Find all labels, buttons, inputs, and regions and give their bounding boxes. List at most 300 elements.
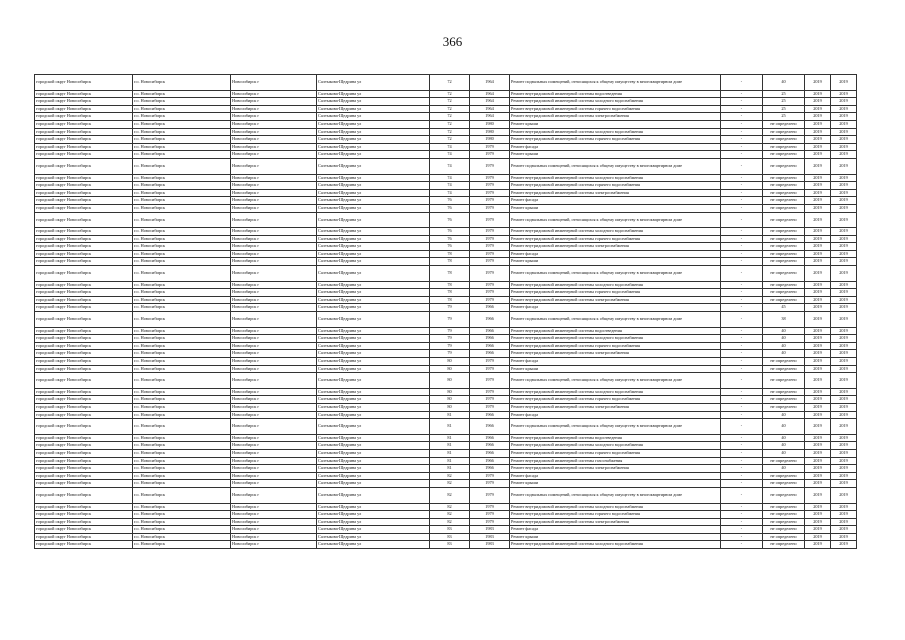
settlement-cell: г.о. Новосибирск [133,411,231,419]
work-type-cell: Ремонт внутридомовой инженерной системы водоотведения [510,90,721,98]
settlement-cell: г.о. Новосибирск [133,189,231,197]
cost-cell: не определено [763,143,805,151]
work-type-cell: Ремонт внутридомовой инженерной системы горячего водоснабжения [510,396,721,404]
cost-cell: не определено [763,128,805,136]
year-start-cell: 2019 [805,518,831,526]
cost-cell: не определено [763,373,805,389]
year-start-cell: 2019 [805,503,831,511]
street-cell: Салтыкова-Щедрина ул [317,243,430,251]
volume-cell: - [721,75,763,91]
city-cell: Новосибирск г [231,518,317,526]
volume-cell: - [721,365,763,373]
volume-cell: - [721,511,763,519]
district-cell: городской округ Новосибирск [35,327,133,335]
city-cell: Новосибирск г [231,312,317,328]
street-cell: Салтыкова-Щедрина ул [317,158,430,174]
street-cell: Салтыкова-Щедрина ул [317,449,430,457]
settlement-cell: г.о. Новосибирск [133,518,231,526]
settlement-cell: г.о. Новосибирск [133,113,231,121]
build-year-cell: 1979 [470,189,510,197]
house-number-cell: 79 [430,312,470,328]
city-cell: Новосибирск г [231,189,317,197]
settlement-cell: г.о. Новосибирск [133,304,231,312]
year-start-cell: 2019 [805,526,831,534]
table-row [35,250,857,258]
settlement-cell: г.о. Новосибирск [133,457,231,465]
work-type-cell: Ремонт внутридомовой инженерной системы горячего водоснабжения [510,105,721,113]
work-type-cell: Ремонт внутридомовой инженерной системы холодного водоснабжения [510,442,721,450]
build-year-cell: 1966 [470,442,510,450]
volume-cell: - [721,335,763,343]
cost-cell: 25 [763,90,805,98]
street-cell: Салтыкова-Щедрина ул [317,235,430,243]
build-year-cell: 1980 [470,120,510,128]
cost-cell: не определено [763,396,805,404]
city-cell: Новосибирск г [231,373,317,389]
district-cell: городской округ Новосибирск [35,258,133,266]
district-cell: городской округ Новосибирск [35,143,133,151]
build-year-cell: 1966 [470,312,510,328]
work-type-cell: Ремонт внутридомовой инженерной системы горячего водоснабжения [510,235,721,243]
district-cell: городской округ Новосибирск [35,235,133,243]
volume-cell: - [721,266,763,282]
year-end-cell: 2019 [831,442,857,450]
work-type-cell: Ремонт крыши [510,204,721,212]
city-cell: Новосибирск г [231,204,317,212]
year-end-cell: 2019 [831,228,857,236]
street-cell: Салтыкова-Щедрина ул [317,487,430,503]
district-cell: городской округ Новосибирск [35,204,133,212]
cost-cell: не определено [763,235,805,243]
work-type-cell: Ремонт подвальных помещений, относящихся к общему имуществу в многоквартирном доме [510,373,721,389]
city-cell: Новосибирск г [231,250,317,258]
year-start-cell: 2019 [805,120,831,128]
house-number-cell: 76 [430,212,470,228]
settlement-cell: г.о. Новосибирск [133,434,231,442]
street-cell: Салтыкова-Щедрина ул [317,434,430,442]
build-year-cell: 1979 [470,174,510,182]
build-year-cell: 1983 [470,541,510,549]
year-end-cell: 2019 [831,419,857,435]
house-number-cell: 78 [430,258,470,266]
settlement-cell: г.о. Новосибирск [133,281,231,289]
year-end-cell: 2019 [831,243,857,251]
house-number-cell: 76 [430,235,470,243]
street-cell: Салтыкова-Щедрина ул [317,419,430,435]
street-cell: Салтыкова-Щедрина ул [317,526,430,534]
work-type-cell: Ремонт подвальных помещений, относящихся к общему имуществу в многоквартирном доме [510,158,721,174]
work-type-cell: Ремонт внутридомовой инженерной системы холодного водоснабжения [510,228,721,236]
year-end-cell: 2019 [831,541,857,549]
build-year-cell: 1966 [470,419,510,435]
work-type-cell: Ремонт внутридомовой инженерной системы электроснабжения [510,296,721,304]
build-year-cell: 1980 [470,128,510,136]
volume-cell: - [721,541,763,549]
district-cell: городской округ Новосибирск [35,358,133,366]
work-type-cell: Ремонт фасада [510,197,721,205]
house-number-cell: 72 [430,113,470,121]
cost-cell: не определено [763,151,805,159]
city-cell: Новосибирск г [231,442,317,450]
year-end-cell: 2019 [831,98,857,106]
street-cell: Салтыкова-Щедрина ул [317,143,430,151]
year-end-cell: 2019 [831,526,857,534]
city-cell: Новосибирск г [231,212,317,228]
year-start-cell: 2019 [805,480,831,488]
district-cell: городской округ Новосибирск [35,105,133,113]
page-number: 366 [442,34,463,49]
house-number-cell: 81 [430,457,470,465]
district-cell: городской округ Новосибирск [35,289,133,297]
build-year-cell: 1966 [470,327,510,335]
house-number-cell: 78 [430,296,470,304]
house-number-cell: 76 [430,204,470,212]
work-type-cell: Ремонт фасада [510,250,721,258]
house-number-cell: 82 [430,487,470,503]
city-cell: Новосибирск г [231,136,317,144]
table-row [35,174,857,182]
year-end-cell: 2019 [831,487,857,503]
house-number-cell: 80 [430,403,470,411]
build-year-cell: 1979 [470,266,510,282]
volume-cell: - [721,143,763,151]
work-type-cell: Ремонт подвальных помещений, относящихся к общему имуществу в многоквартирном доме [510,75,721,91]
city-cell: Новосибирск г [231,296,317,304]
house-number-cell: 81 [430,411,470,419]
cost-cell: не определено [763,457,805,465]
cost-cell: не определено [763,526,805,534]
year-end-cell: 2019 [831,342,857,350]
volume-cell: - [721,465,763,473]
volume-cell: - [721,204,763,212]
table-row [35,304,857,312]
table-row [35,136,857,144]
build-year-cell: 1979 [470,403,510,411]
street-cell: Салтыкова-Щедрина ул [317,396,430,404]
year-start-cell: 2019 [805,442,831,450]
city-cell: Новосибирск г [231,365,317,373]
settlement-cell: г.о. Новосибирск [133,350,231,358]
district-cell: городской округ Новосибирск [35,266,133,282]
district-cell: городской округ Новосибирск [35,472,133,480]
table-row [35,442,857,450]
year-start-cell: 2019 [805,472,831,480]
year-end-cell: 2019 [831,304,857,312]
build-year-cell: 1979 [470,182,510,190]
city-cell: Новосибирск г [231,258,317,266]
work-type-cell: Ремонт фасада [510,411,721,419]
build-year-cell: 1966 [470,465,510,473]
street-cell: Салтыкова-Щедрина ул [317,266,430,282]
year-end-cell: 2019 [831,335,857,343]
work-type-cell: Ремонт внутридомовой инженерной системы холодного водоснабжения [510,174,721,182]
build-year-cell: 1979 [470,396,510,404]
settlement-cell: г.о. Новосибирск [133,342,231,350]
district-cell: городской округ Новосибирск [35,503,133,511]
year-start-cell: 2019 [805,90,831,98]
year-end-cell: 2019 [831,197,857,205]
table-row [35,533,857,541]
settlement-cell: г.о. Новосибирск [133,289,231,297]
table-row [35,197,857,205]
year-start-cell: 2019 [805,511,831,519]
work-type-cell: Ремонт внутридомовой инженерной системы горячего водоснабжения [510,449,721,457]
city-cell: Новосибирск г [231,411,317,419]
house-number-cell: 78 [430,281,470,289]
work-type-cell: Ремонт внутридомовой инженерной системы электроснабжения [510,243,721,251]
table-row [35,335,857,343]
year-end-cell: 2019 [831,204,857,212]
year-end-cell: 2019 [831,465,857,473]
build-year-cell: 1979 [470,511,510,519]
year-start-cell: 2019 [805,243,831,251]
settlement-cell: г.о. Новосибирск [133,365,231,373]
settlement-cell: г.о. Новосибирск [133,442,231,450]
year-start-cell: 2019 [805,250,831,258]
work-type-cell: Ремонт внутридомовой инженерной системы горячего водоснабжения [510,511,721,519]
work-type-cell: Ремонт подвальных помещений, относящихся к общему имуществу в многоквартирном доме [510,487,721,503]
volume-cell: - [721,212,763,228]
settlement-cell: г.о. Новосибирск [133,396,231,404]
year-start-cell: 2019 [805,136,831,144]
house-number-cell: 72 [430,90,470,98]
build-year-cell: 1979 [470,204,510,212]
city-cell: Новосибирск г [231,197,317,205]
settlement-cell: г.о. Новосибирск [133,143,231,151]
volume-cell: - [721,296,763,304]
cost-cell: 40 [763,342,805,350]
work-type-cell: Ремонт внутридомовой инженерной системы холодного водоснабжения [510,281,721,289]
city-cell: Новосибирск г [231,243,317,251]
city-cell: Новосибирск г [231,335,317,343]
street-cell: Салтыкова-Щедрина ул [317,457,430,465]
build-year-cell: 1983 [470,526,510,534]
house-number-cell: 78 [430,250,470,258]
district-cell: городской округ Новосибирск [35,90,133,98]
house-number-cell: 83 [430,533,470,541]
settlement-cell: г.о. Новосибирск [133,90,231,98]
table-row [35,388,857,396]
street-cell: Салтыкова-Щедрина ул [317,541,430,549]
work-type-cell: Ремонт внутридомовой инженерной системы холодного водоснабжения [510,98,721,106]
work-type-cell: Ремонт подвальных помещений, относящихся к общему имуществу в многоквартирном доме [510,312,721,328]
volume-cell: - [721,289,763,297]
volume-cell: - [721,243,763,251]
volume-cell: - [721,434,763,442]
cost-cell: 40 [763,327,805,335]
district-cell: городской округ Новосибирск [35,403,133,411]
table-row [35,487,857,503]
cost-cell: не определено [763,541,805,549]
year-end-cell: 2019 [831,158,857,174]
build-year-cell: 1979 [470,151,510,159]
district-cell: городской округ Новосибирск [35,189,133,197]
table-row [35,327,857,335]
year-start-cell: 2019 [805,75,831,91]
table-row [35,480,857,488]
street-cell: Салтыкова-Щедрина ул [317,289,430,297]
volume-cell: - [721,312,763,328]
cost-cell: не определено [763,472,805,480]
year-start-cell: 2019 [805,365,831,373]
volume-cell: - [721,396,763,404]
table-row [35,511,857,519]
year-start-cell: 2019 [805,327,831,335]
city-cell: Новосибирск г [231,403,317,411]
table-row [35,419,857,435]
work-type-cell: Ремонт крыши [510,480,721,488]
year-start-cell: 2019 [805,204,831,212]
street-cell: Салтыкова-Щедрина ул [317,182,430,190]
settlement-cell: г.о. Новосибирск [133,327,231,335]
year-end-cell: 2019 [831,174,857,182]
district-cell: городской округ Новосибирск [35,75,133,91]
city-cell: Новосибирск г [231,388,317,396]
build-year-cell: 1980 [470,136,510,144]
cost-cell: не определено [763,228,805,236]
build-year-cell: 1979 [470,518,510,526]
volume-cell: - [721,358,763,366]
year-end-cell: 2019 [831,449,857,457]
district-cell: городской округ Новосибирск [35,228,133,236]
year-start-cell: 2019 [805,182,831,190]
cost-cell: 40 [763,411,805,419]
build-year-cell: 1979 [470,358,510,366]
settlement-cell: г.о. Новосибирск [133,258,231,266]
year-end-cell: 2019 [831,472,857,480]
volume-cell: - [721,419,763,435]
settlement-cell: г.о. Новосибирск [133,296,231,304]
city-cell: Новосибирск г [231,503,317,511]
year-start-cell: 2019 [805,403,831,411]
district-cell: городской округ Новосибирск [35,243,133,251]
house-number-cell: 76 [430,197,470,205]
year-end-cell: 2019 [831,350,857,358]
table-row [35,113,857,121]
year-end-cell: 2019 [831,75,857,91]
house-number-cell: 78 [430,289,470,297]
city-cell: Новосибирск г [231,235,317,243]
city-cell: Новосибирск г [231,327,317,335]
volume-cell: - [721,327,763,335]
year-start-cell: 2019 [805,212,831,228]
work-type-cell: Ремонт подвальных помещений, относящихся к общему имуществу в многоквартирном доме [510,266,721,282]
street-cell: Салтыкова-Щедрина ул [317,189,430,197]
street-cell: Салтыкова-Щедрина ул [317,480,430,488]
city-cell: Новосибирск г [231,396,317,404]
build-year-cell: 1979 [470,158,510,174]
table-row [35,243,857,251]
year-end-cell: 2019 [831,189,857,197]
volume-cell: - [721,342,763,350]
district-cell: городской округ Новосибирск [35,465,133,473]
street-cell: Салтыкова-Щедрина ул [317,373,430,389]
build-year-cell: 1966 [470,342,510,350]
settlement-cell: г.о. Новосибирск [133,158,231,174]
house-number-cell: 79 [430,304,470,312]
street-cell: Салтыкова-Щедрина ул [317,403,430,411]
district-cell: городской округ Новосибирск [35,411,133,419]
volume-cell: - [721,518,763,526]
work-type-cell: Ремонт внутридомовой инженерной системы электроснабжения [510,465,721,473]
city-cell: Новосибирск г [231,350,317,358]
cost-cell: 25 [763,98,805,106]
table-row [35,228,857,236]
year-end-cell: 2019 [831,258,857,266]
district-cell: городской округ Новосибирск [35,419,133,435]
volume-cell: - [721,472,763,480]
year-end-cell: 2019 [831,289,857,297]
house-number-cell: 82 [430,472,470,480]
table-row [35,120,857,128]
district-cell: городской округ Новосибирск [35,350,133,358]
table-row [35,403,857,411]
volume-cell: - [721,128,763,136]
district-cell: городской округ Новосибирск [35,296,133,304]
work-type-cell: Ремонт внутридомовой инженерной системы водоотведения [510,327,721,335]
table-row [35,312,857,328]
year-start-cell: 2019 [805,335,831,343]
table-row [35,105,857,113]
street-cell: Салтыкова-Щедрина ул [317,350,430,358]
build-year-cell: 1979 [470,250,510,258]
work-type-cell: Ремонт крыши [510,365,721,373]
year-start-cell: 2019 [805,358,831,366]
year-end-cell: 2019 [831,182,857,190]
work-type-cell: Ремонт крыши [510,151,721,159]
house-number-cell: 82 [430,480,470,488]
table-row [35,526,857,534]
build-year-cell: 1964 [470,75,510,91]
volume-cell: - [721,350,763,358]
year-end-cell: 2019 [831,143,857,151]
house-number-cell: 80 [430,358,470,366]
settlement-cell: г.о. Новосибирск [133,487,231,503]
street-cell: Салтыкова-Щедрина ул [317,105,430,113]
year-end-cell: 2019 [831,365,857,373]
build-year-cell: 1964 [470,113,510,121]
table-row [35,158,857,174]
year-end-cell: 2019 [831,388,857,396]
street-cell: Салтыкова-Щедрина ул [317,75,430,91]
volume-cell: - [721,526,763,534]
district-cell: городской округ Новосибирск [35,533,133,541]
build-year-cell: 1979 [470,235,510,243]
city-cell: Новосибирск г [231,120,317,128]
volume-cell: - [721,189,763,197]
work-type-cell: Ремонт крыши [510,258,721,266]
settlement-cell: г.о. Новосибирск [133,250,231,258]
district-cell: городской округ Новосибирск [35,281,133,289]
build-year-cell: 1966 [470,411,510,419]
city-cell: Новосибирск г [231,472,317,480]
volume-cell: - [721,235,763,243]
volume-cell: - [721,449,763,457]
district-cell: городской округ Новосибирск [35,442,133,450]
table-row [35,518,857,526]
cost-cell: не определено [763,158,805,174]
street-cell: Салтыкова-Щедрина ул [317,296,430,304]
city-cell: Новосибирск г [231,541,317,549]
house-number-cell: 76 [430,243,470,251]
city-cell: Новосибирск г [231,342,317,350]
year-start-cell: 2019 [805,174,831,182]
street-cell: Салтыкова-Щедрина ул [317,312,430,328]
city-cell: Новосибирск г [231,419,317,435]
registry-body [35,75,857,549]
year-start-cell: 2019 [805,143,831,151]
cost-cell: 25 [763,113,805,121]
